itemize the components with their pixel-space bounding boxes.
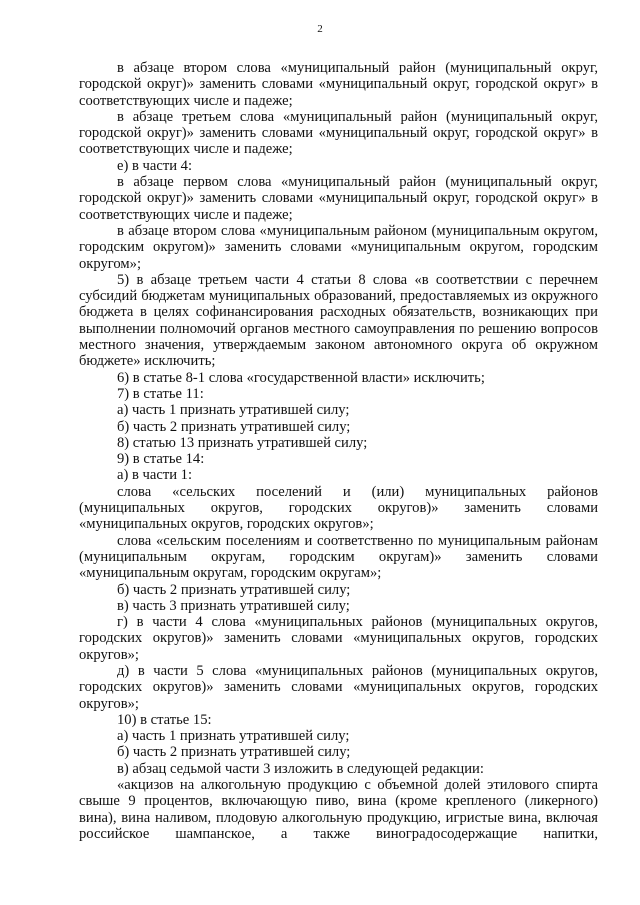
paragraph: слова «сельским поселениям и соответственно по муниципальным районам (муниципальным округам, городским округам)» заменить словами «муниципальным округам, городским округам»; <box>79 532 598 582</box>
paragraph: в) абзац седьмой части 3 изложить в следующей редакции: <box>117 760 484 777</box>
document-body <box>79 60 598 842</box>
paragraph: б) часть 2 признать утратившей силу; <box>117 744 351 761</box>
paragraph: слова «сельских поселений и (или) муниципальных районов (муниципальных округов, городских округов)» заменить словами «муниципальных округов, городских округов»; <box>79 483 598 533</box>
paragraph: а) часть 1 признать утратившей силу; <box>117 728 350 745</box>
paragraph: б) часть 2 признать утратившей силу; <box>117 418 351 435</box>
paragraph: д) в части 5 слова «муниципальных районов (муниципальных округов, городских округов)» заменить словами «муниципальных округов, городских округов»; <box>79 662 598 712</box>
paragraph: е) в части 4: <box>117 157 193 174</box>
paragraph: в абзаце первом слова «муниципальный район (муниципальный округ, городской округ)» заменить словами «муниципальный округ, городской округ» в соответствующих числе и падеже; <box>79 174 598 223</box>
paragraph: 6) в статье 8-1 слова «государственной власти» исключить; <box>117 369 485 386</box>
page-number: 2 <box>317 23 323 35</box>
paragraph: б) часть 2 признать утратившей силу; <box>117 581 351 598</box>
paragraph: 8) статью 13 признать утратившей силу; <box>117 434 368 451</box>
paragraph: в абзаце втором слова «муниципальный район (муниципальный округ, городской округ)» заменить словами «муниципальный округ, городской округ» в соответствующих числе и падеже; <box>79 60 598 109</box>
paragraph: г) в части 4 слова «муниципальных районов (муниципальных округов, городских округов)» заменить словами «муниципальных округов, городских округов»; <box>79 614 598 663</box>
paragraph: 9) в статье 14: <box>117 451 205 468</box>
paragraph: а) часть 1 признать утратившей силу; <box>117 402 350 419</box>
paragraph: «акцизов на алкогольную продукцию с объемной долей этилового спирта свыше 9 процентов, включающую пиво, вина (кроме крепленого (ликерного) вина), вина наливом, плодовую алкогольную продукцию, игристые вина, включая российское шампанское, а также виноградосодержащие напитки, <box>79 777 598 842</box>
paragraph: 5) в абзаце третьем части 4 статьи 8 слова «в соответствии с перечнем субсидий бюджетам муниципальных образований, предоставляемых из окружного бюджета в целях софинансирования расходных обязательств, возникающих при выполнении полномочий органов местного самоуправления по решению вопросов местного значения, утверждаемым законом автономного округа об окружном бюджете» исключить; <box>79 271 598 370</box>
paragraph: 7) в статье 11: <box>117 385 204 402</box>
paragraph: а) в части 1: <box>117 467 193 484</box>
paragraph: 10) в статье 15: <box>117 711 212 728</box>
paragraph: в абзаце третьем слова «муниципальный район (муниципальный округ, городской округ)» заменить словами «муниципальный округ, городской округ» в соответствующих числе и падеже; <box>79 108 598 158</box>
paragraph: в) часть 3 признать утратившей силу; <box>117 597 350 614</box>
paragraph: в абзаце втором слова «муниципальным районом (муниципальным округом, городским округом)» заменить словами «муниципальным округом, городским округом»; <box>79 222 598 272</box>
